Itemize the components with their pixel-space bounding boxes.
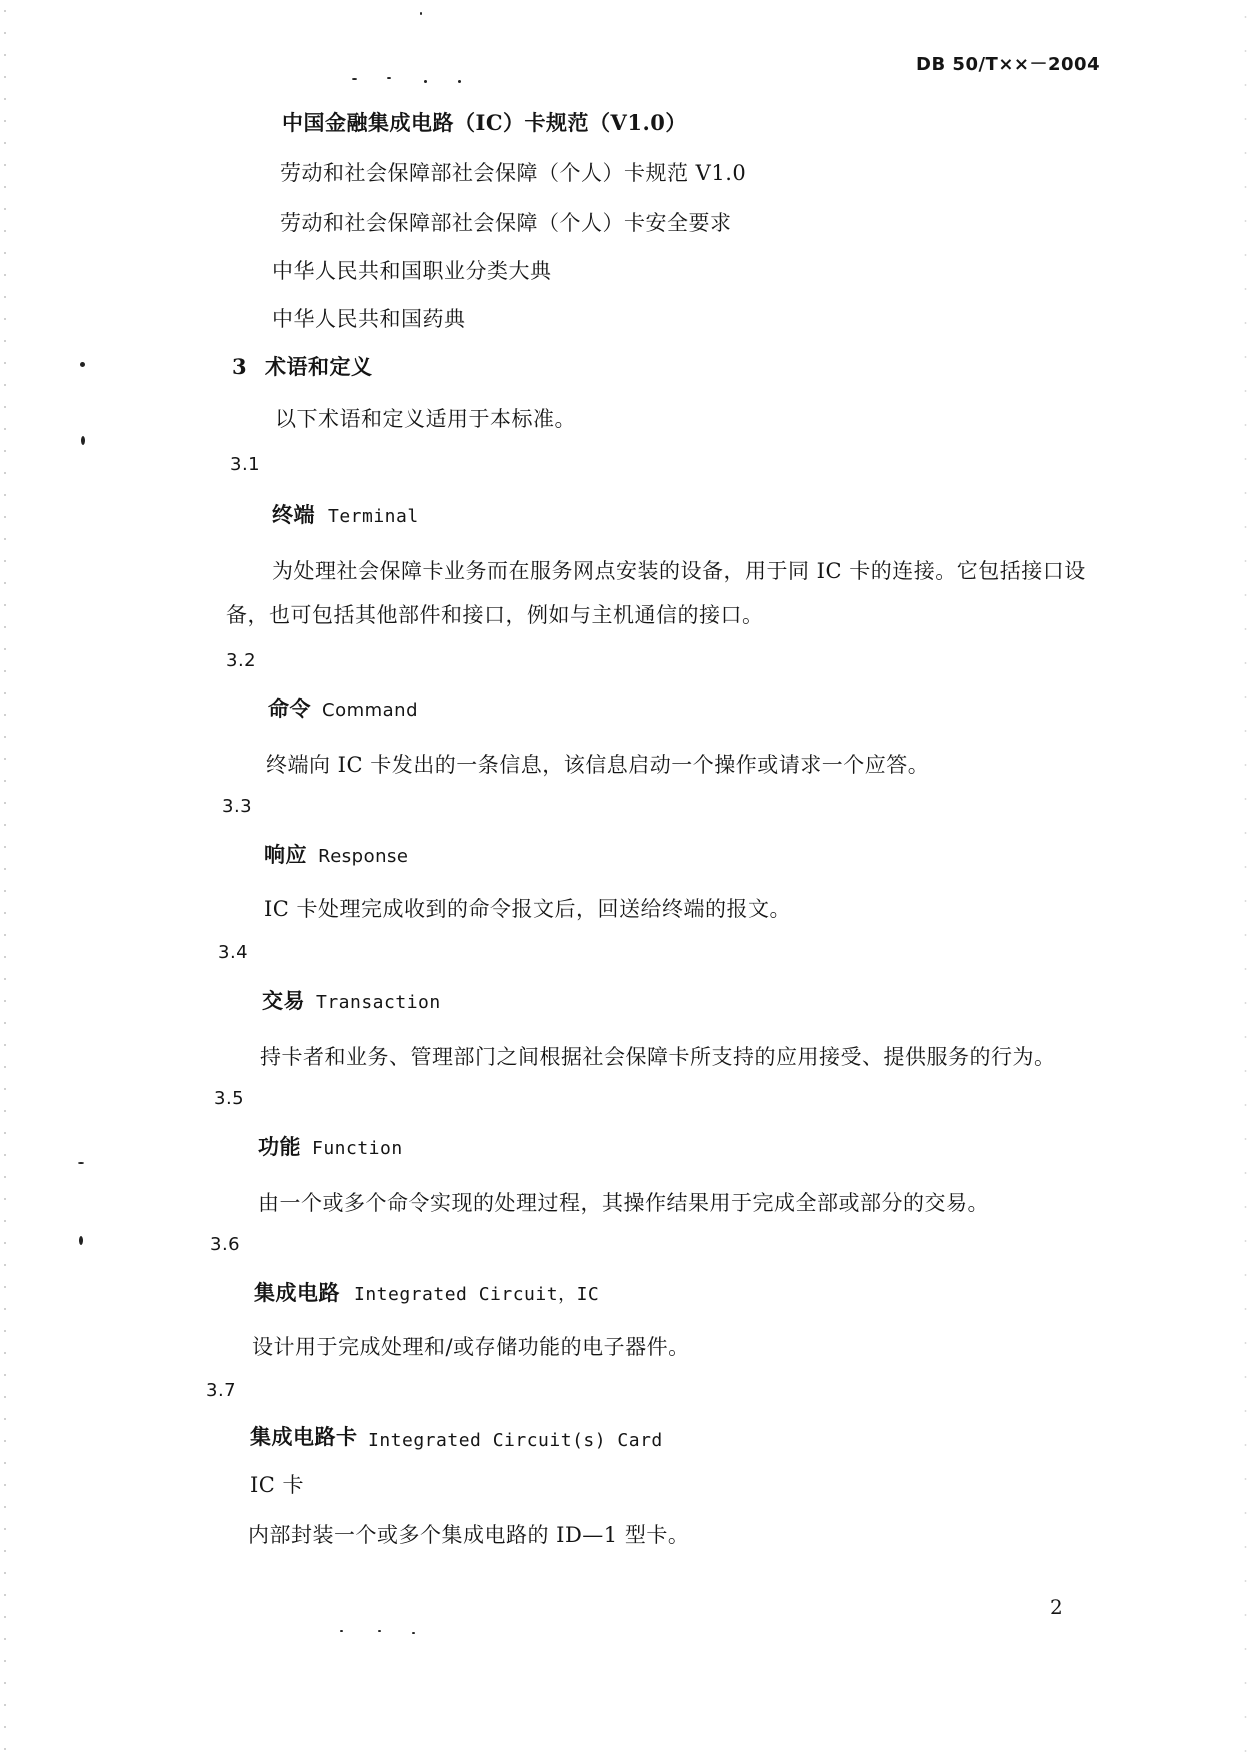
term-name-en: Response	[318, 846, 409, 867]
reference-item: 中国金融集成电路（IC）卡规范（V1.0）	[282, 110, 687, 135]
term-definition: IC 卡处理完成收到的命令报文后，回送给终端的报文。	[264, 897, 792, 921]
term-number: 3.6	[210, 1234, 241, 1255]
term-definition: 内部封装一个或多个集成电路的 ID—1 型卡。	[248, 1523, 690, 1547]
section-number: 3	[232, 354, 248, 379]
term-name-zh: 命令	[268, 696, 311, 721]
term-definition: 备，也可包括其他部件和接口，例如与主机通信的接口。	[226, 603, 764, 627]
term-number: 3.1	[230, 454, 261, 475]
term-name-en: Transaction	[316, 992, 441, 1013]
term-name-zh: 集成电路卡	[250, 1424, 358, 1449]
document-code-header: DB 50/T××－2004	[916, 54, 1101, 75]
reference-item: 中华人民共和国药典	[272, 307, 466, 331]
term-number: 3.3	[222, 796, 253, 817]
page-number: 2	[1050, 1595, 1064, 1619]
scan-edge-speckle-left	[2, 0, 8, 1755]
term-name-en: Command	[322, 700, 419, 721]
term-name-zh: 响应	[264, 842, 307, 867]
term-definition: 由一个或多个命令实现的处理过程，其操作结果用于完成全部或部分的交易。	[258, 1191, 989, 1215]
scan-speck	[78, 1162, 84, 1164]
term-definition: 终端向 IC 卡发出的一条信息，该信息启动一个操作或请求一个应答。	[266, 753, 930, 777]
scan-speck	[424, 80, 427, 83]
term-number: 3.7	[206, 1380, 237, 1401]
term-name-zh: 交易	[262, 988, 305, 1013]
term-definition: 设计用于完成处理和/或存储功能的电子器件。	[252, 1335, 690, 1359]
scan-speck	[80, 362, 85, 367]
term-definition: 持卡者和业务、管理部门之间根据社会保障卡所支持的应用接受、提供服务的行为。	[260, 1045, 1056, 1069]
term-name-en: Function	[312, 1138, 403, 1159]
scan-speck	[387, 77, 391, 79]
term-name-zh: 集成电路	[254, 1280, 340, 1305]
term-name-en: Terminal	[328, 506, 419, 527]
scan-speck	[412, 1632, 415, 1634]
term-name-en: Integrated Circuit，IC	[354, 1284, 600, 1305]
scan-edge-speckle-right	[1243, 0, 1248, 1755]
scan-speck	[81, 436, 85, 445]
term-number: 3.2	[226, 650, 257, 671]
term-definition: 为处理社会保障卡业务而在服务网点安装的设备，用于同 IC 卡的连接。它包括接口设	[272, 559, 1086, 583]
reference-item: 劳动和社会保障部社会保障（个人）卡安全要求	[280, 211, 732, 235]
scan-speck	[420, 12, 422, 15]
reference-item: 中华人民共和国职业分类大典	[272, 259, 552, 283]
scan-speck	[340, 1630, 343, 1632]
scan-speck	[458, 80, 461, 83]
term-name-en: Integrated Circuit(s) Card	[368, 1430, 663, 1451]
scan-speck	[352, 78, 357, 80]
term-name-zh: 终端	[272, 502, 315, 527]
term-number: 3.5	[214, 1088, 245, 1109]
scan-speck	[79, 1236, 83, 1245]
section-intro: 以下术语和定义适用于本标准。	[275, 407, 576, 431]
reference-item: 劳动和社会保障部社会保障（个人）卡规范 V1.0	[280, 161, 747, 185]
term-abbreviation: IC 卡	[250, 1473, 305, 1497]
scan-speck	[378, 1630, 381, 1632]
section-title: 术语和定义	[265, 354, 373, 379]
term-name-zh: 功能	[258, 1134, 301, 1159]
term-number: 3.4	[218, 942, 249, 963]
